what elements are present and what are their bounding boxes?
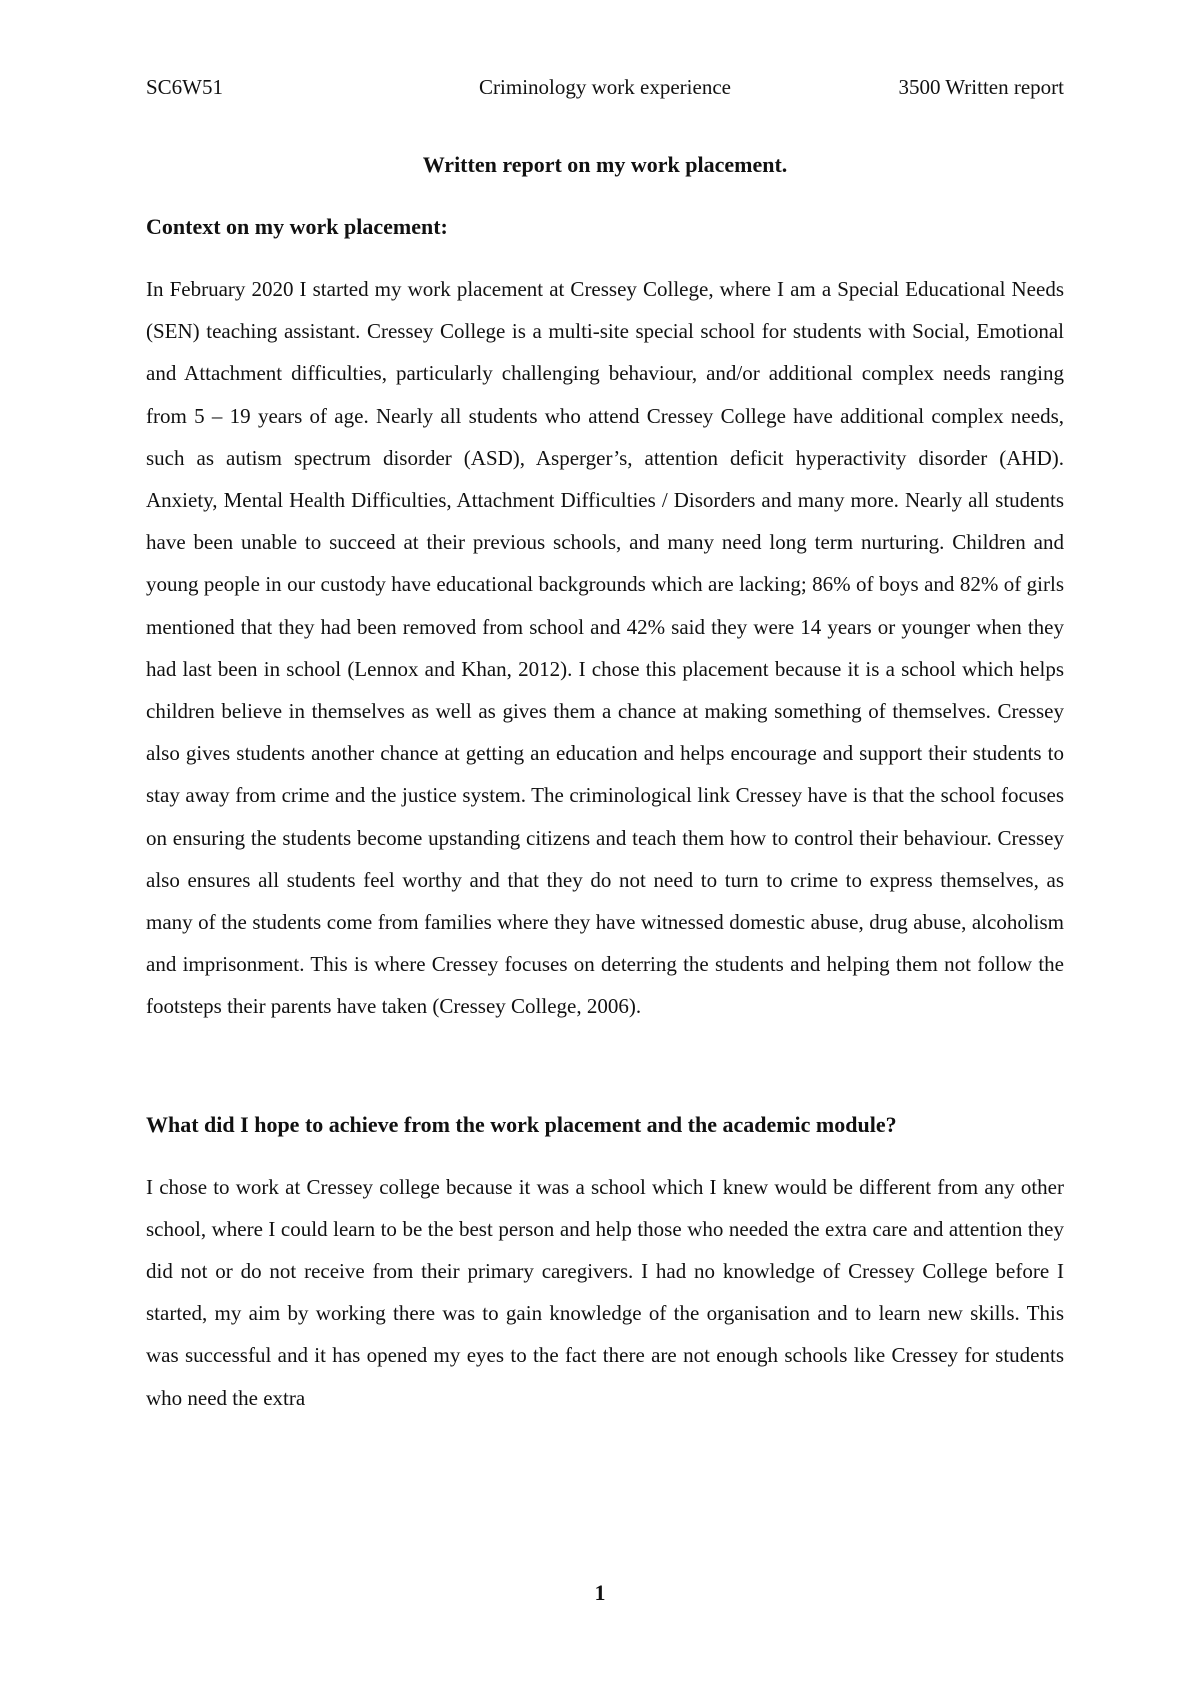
section-heading-aims: What did I hope to achieve from the work placement and the academic module? — [146, 1111, 897, 1137]
page-number: 1 — [594, 1580, 606, 1605]
section-paragraph-context: In February 2020 I started my work placement at Cressey College, where I am a Special Educational Needs (SEN) teaching assistant. Cressey College is a multi-site special school for students with Social, Emotional and Attachment difficulties, particularly challenging behaviour, and/or additional complex needs ranging from 5 – 19 years of age. Nearly all students who attend Cressey College have additional complex needs, such as autism spectrum disorder (ASD), Asperger’s, attention deficit hyperactivity disorder (AHD). Anxiety, Mental Health Difficulties, Attachment Difficulties / Disorders and many more. Nearly all students have been unable to succeed at their previous schools, and many need long term nurturing. Children and young people in our custody have educational backgrounds which are lacking; 86% of boys and 82% of girls mentioned that they had been removed from school and 42% said they were 14 years or younger when they had last been in school (Lennox and Khan, 2012). I chose this placement because it is a school which helps children believe in themselves as well as gives them a chance at making something of themselves. Cressey also gives students another chance at getting an education and helps encourage and support their students to stay away from crime and the justice system. The criminological link Cressey have is that the school focuses on ensuring the students become upstanding citizens and teach them how to control their behaviour. Cressey also ensures all students feel worthy and that they do not need to turn to crime to express themselves, as many of the students come from families where they have witnessed domestic abuse, drug abuse, alcoholism and imprisonment. This is where Cressey focuses on deterring the students and helping them not follow the footsteps their parents have taken (Cressey College, 2006). — [146, 277, 1064, 1019]
header-module-code: SC6W51 — [146, 75, 224, 99]
page-header — [146, 72, 1064, 102]
section-paragraph-aims: I chose to work at Cressey college because it was a school which I knew would be different from any other school, where I could learn to be the best person and help those who needed the extra care and attention they did not or do not receive from their primary caregivers. I had no knowledge of Cressey College before I started, my aim by working there was to gain knowledge of the organisation and to learn new skills. This was successful and it has opened my eyes to the fact there are not enough schools like Cressey for students who need the extra — [146, 1174, 1064, 1410]
document-title: Written report on my work placement. — [422, 152, 788, 177]
document-body — [146, 148, 1064, 1419]
section-heading-context: Context on my work placement: — [146, 214, 448, 239]
header-module-title: Criminology work experience — [479, 75, 731, 99]
header-report-type: 3500 Written report — [898, 75, 1064, 99]
